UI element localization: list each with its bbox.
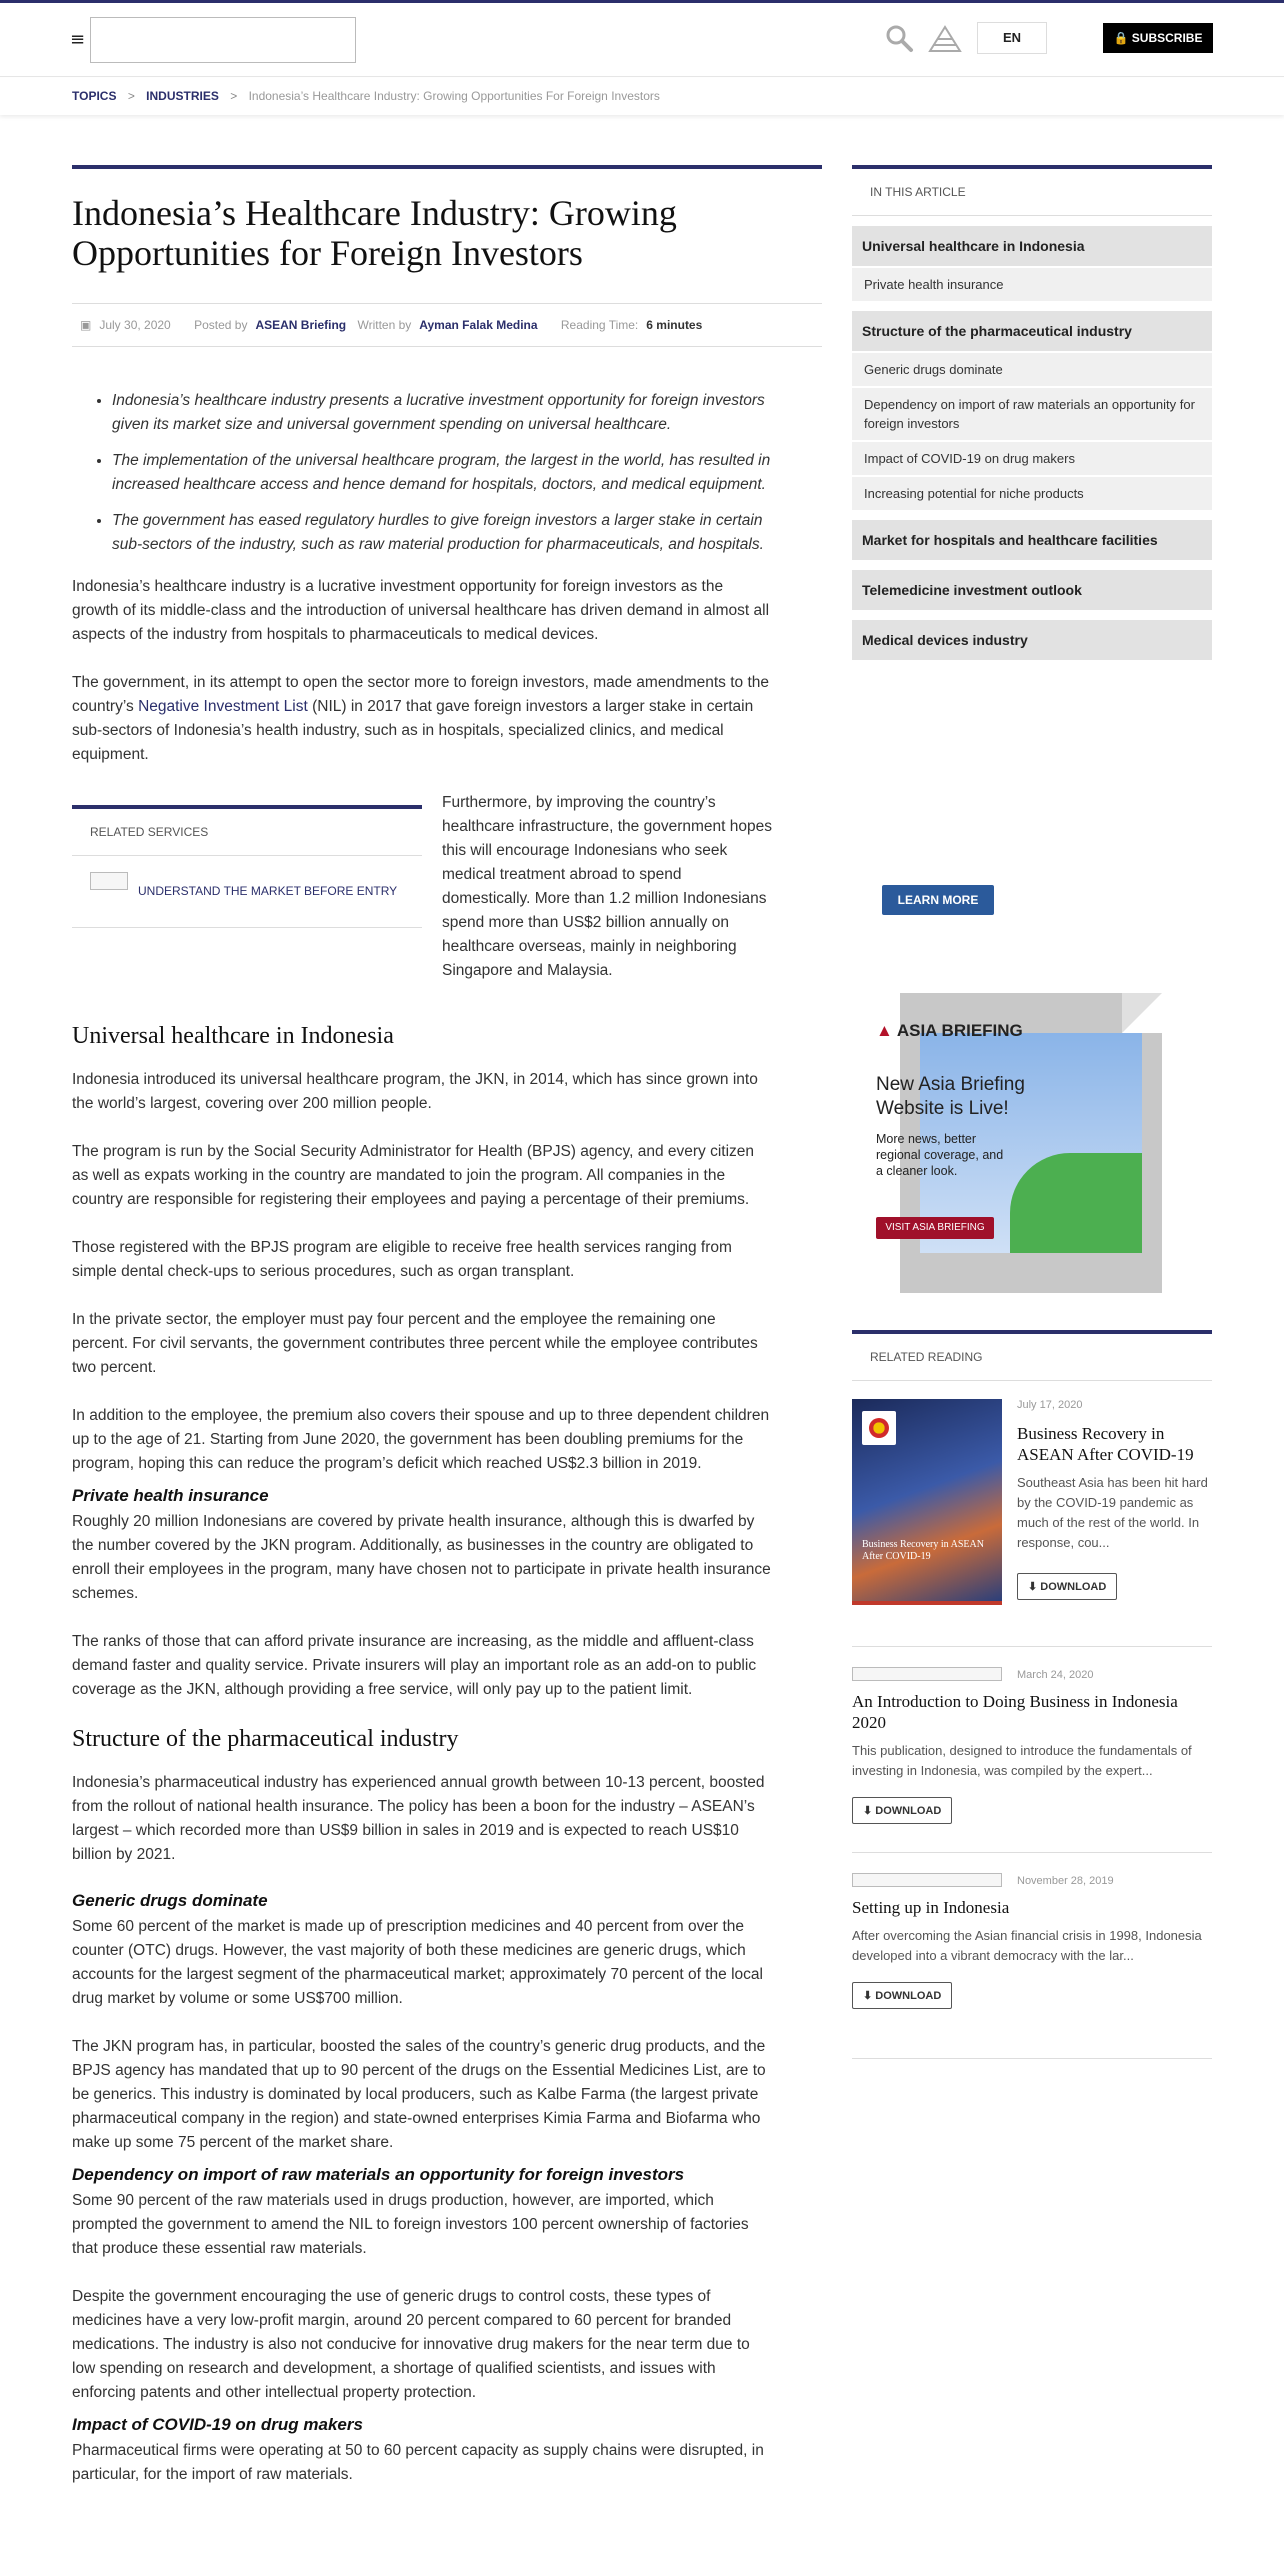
service-link[interactable]: UNDERSTAND THE MARKET BEFORE ENTRY: [138, 884, 398, 898]
paragraph: Those registered with the BPJS program are eligible to receive free health services ranging from simple dental check-ups to serious procedures, such as organ transplant.: [72, 1239, 732, 1280]
subheading-generic: Generic drugs dominate: [72, 1891, 268, 1910]
article-top-rule: [72, 165, 822, 169]
paragraph: The ranks of those that can afford private insurance are increasing, as the middle and affluent-class demand faster and quality service. Private insurers will play an important role as an add-on to public coverage as the JKN, although providing a free service, will only pay up to the patient limit.: [72, 1633, 757, 1698]
related-reading-heading: RELATED READING: [852, 1334, 1212, 1381]
summary-item: • The implementation of the universal healthcare program, the largest in the world, has resulted in increased healthcare access and hence demand for hospitals, doctors, and medical equipment.: [112, 449, 772, 497]
article-meta: [72, 303, 822, 347]
paragraph: Indonesia introduced its universal healthcare program, the JKN, in 2014, which has since grown into the world’s largest, covering over 200 million people.: [72, 1071, 758, 1112]
breadcrumb: [0, 78, 1284, 115]
publication-date: July 17, 2020: [1017, 1399, 1083, 1411]
negative-investment-list-link[interactable]: Negative Investment List: [138, 698, 308, 715]
reading-label: Reading Time:: [560, 318, 639, 332]
paragraph: Indonesia’s healthcare industry is a lucrative investment opportunity for foreign investors as the growth of its middle-class and the introduction of universal healthcare has driven demand in almost all aspects of the industry from hospitals to pharmaceuticals to medical devices.: [72, 578, 770, 643]
service-image: [90, 872, 128, 890]
related-services-block: [72, 791, 822, 991]
toc-subitem[interactable]: Generic drugs dominate: [852, 353, 1212, 386]
page-title: Indonesia’s Healthcare Industry: Growing Opportunities for Foreign Investors: [72, 193, 677, 273]
related-reading-row: [852, 1665, 1212, 1691]
site-logo[interactable]: [90, 17, 356, 63]
publication-thumbnail[interactable]: [852, 1667, 1002, 1681]
asia-briefing-logo-icon: ▲: [876, 1021, 893, 1040]
toc-item[interactable]: Universal healthcare in Indonesia: [852, 226, 1212, 266]
breadcrumb-current: Indonesia’s Healthcare Industry: Growing Opportunities For Foreign Investors: [248, 89, 660, 103]
written-label: Written by: [357, 318, 412, 332]
download-button[interactable]: ⬇ DOWNLOAD: [852, 1982, 952, 2009]
ad-subtitle: More news, better regional coverage, and a cleaner look.: [876, 1132, 1004, 1178]
related-services-heading: RELATED SERVICES: [72, 809, 422, 856]
related-reading-item: [852, 1853, 1212, 2059]
section-heading-universal: Universal healthcare in Indonesia: [72, 1023, 394, 1049]
hamburger-icon[interactable]: ≡: [70, 29, 86, 50]
toc-subitem[interactable]: Private health insurance: [852, 268, 1212, 301]
cover-title: Business Recovery in ASEAN After COVID-19: [862, 1539, 984, 1562]
site-header: [0, 3, 1284, 77]
summary-item: • Indonesia’s healthcare industry presents a lucrative investment opportunity for foreign investors given its market size and universal government spending on universal healthcare.: [112, 389, 772, 437]
paragraph: Some 90 percent of the raw materials used in drugs production, however, are imported, which prompted the government to amend the NIL to foreign investors 100 percent ownership of factories that produce these essential raw materials.: [72, 2192, 749, 2257]
paragraph: In addition to the employee, the premium also covers their spouse and up to three dependent children up to the age of 21. Starting from June 2020, the government has been doubling premiums for the program, hoping this can reduce the program’s deficit which reached US$2.3 billion in 2019.: [72, 1407, 770, 1472]
related-services-box: [72, 805, 422, 928]
subheading-dependency: Dependency on import of raw materials an opportunity for foreign investors: [72, 2165, 685, 2184]
publication-date: November 28, 2019: [1017, 1875, 1114, 1887]
author-link[interactable]: Ayman Falak Medina: [419, 318, 538, 332]
toc-subitem[interactable]: Increasing potential for niche products: [852, 477, 1212, 510]
toc-subitem[interactable]: Dependency on import of raw materials an opportunity for foreign investors: [852, 388, 1212, 440]
language-selector[interactable]: EN: [977, 22, 1047, 54]
toc-heading: IN THIS ARTICLE: [852, 169, 1212, 216]
publication-title[interactable]: Setting up in Indonesia: [852, 1898, 1010, 1917]
breadcrumb-separator: >: [230, 89, 238, 103]
paragraph-text: The government, in its attempt to open the sector more to foreign investors, made amendments to the country’s: [72, 674, 770, 715]
posted-label: Posted by: [194, 318, 248, 332]
paragraph: Indonesia’s pharmaceutical industry has experienced annual growth between 10-13 percent, boosted from the rollout of national health insurance. The policy has been a boon for the industry – ASEAN’s largest – which recorded more than US$9 billion in sales in 2019 and is expected to reach US$10 billion by 2021.: [72, 1774, 765, 1863]
publication-title[interactable]: An Introduction to Doing Business in Indonesia 2020: [852, 1692, 1178, 1732]
publication-title[interactable]: Business Recovery in ASEAN After COVID-19: [1017, 1424, 1194, 1464]
toc-item[interactable]: Medical devices industry: [852, 620, 1212, 660]
table-of-contents: [852, 165, 1212, 662]
paragraph: Despite the government encouraging the use of generic drugs to control costs, these types of medicines have a very low-profit margin, around 20 percent compared to 60 percent for branded medications. The industry is also not conducive for innovative drug makers for the near term due to low spending on research and development, a shortage of qualified scientists, and issues with enforcing patents and other intellectual property protection.: [72, 2288, 750, 2401]
toc-item[interactable]: Structure of the pharmaceutical industry: [852, 311, 1212, 351]
dezshira-pyramid-icon[interactable]: [928, 25, 962, 53]
breadcrumb-topics[interactable]: TOPICS: [72, 89, 117, 103]
subheading-private: Private health insurance: [72, 1486, 269, 1505]
paragraph: [72, 671, 772, 767]
asean-logo-icon: [862, 1411, 896, 1445]
publication-description: This publication, designed to introduce the fundamentals of investing in Indonesia, was compiled by the expert...: [852, 1743, 1192, 1778]
breadcrumb-separator: >: [127, 89, 135, 103]
toc-item[interactable]: Market for hospitals and healthcare facilities: [852, 520, 1212, 560]
paragraph: Some 60 percent of the market is made up of prescription medicines and 40 percent from over the counter (OTC) drugs. However, the vast majority of both these medicines are generic drugs, which accounts for the largest segment of the pharmaceutical market; approximately 70 percent of the local drug market by volume or some US$700 million.: [72, 1918, 763, 2007]
ad-brand: [876, 1021, 1023, 1041]
section-heading-pharma: Structure of the pharmaceutical industry: [72, 1726, 459, 1752]
download-button[interactable]: ⬇ DOWNLOAD: [852, 1797, 952, 1824]
ad-brand-text: ASIA BRIEFING: [896, 1021, 1023, 1040]
placeholder-fold: [1122, 993, 1162, 1033]
article-summary: [72, 389, 772, 557]
learn-more-button[interactable]: LEARN MORE: [882, 885, 994, 915]
related-reading-text: [1017, 1399, 1212, 1600]
posted-by-link[interactable]: ASEAN Briefing: [255, 318, 347, 332]
toc-subitem[interactable]: Impact of COVID-19 on drug makers: [852, 442, 1212, 475]
ad-title: New Asia Briefing Website is Live!: [876, 1074, 1025, 1119]
publication-description: After overcoming the Asian financial crisis in 1998, Indonesia developed into a vibrant democracy with the lar...: [852, 1928, 1202, 1963]
summary-item: • The government has eased regulatory hurdles to give foreign investors a larger stake in certain sub-sectors of the industry, such as raw material production for pharmaceuticals, and hospitals.: [112, 509, 772, 557]
article-main: [72, 165, 822, 2511]
toc-item[interactable]: Telemedicine investment outlook: [852, 570, 1212, 610]
paragraph: The JKN program has, in particular, boosted the sales of the country’s generic drug products, and the BPJS agency has mandated that up to 90 percent of the drugs on the Essential Medicines List, are to be generics. This industry is dominated by local producers, such as Kalbe Farma (the largest private pharmaceutical company in the region) and state-owned enterprises Kimia Farma and Biofarma who make up some 75 percent of the market share.: [72, 2038, 766, 2151]
publication-description: Southeast Asia has been hit hard by the COVID-19 pandemic as much of the rest of the world. In response, cou...: [1017, 1475, 1208, 1550]
paragraph: Roughly 20 million Indonesians are covered by private health insurance, although this is dwarfed by the number covered by the JKN program. Additionally, as businesses in the country are obligated to enroll their employees in the program, many have chosen not to participate in private health insurance schemes.: [72, 1513, 771, 1602]
article-date: July 30, 2020: [99, 318, 171, 332]
asia-briefing-ad[interactable]: [852, 993, 1212, 1293]
paragraph: In the private sector, the employer must pay four percent and the employee the remaining one percent. For civil servants, the government contributes three percent while the employee contributes two percent.: [72, 1311, 758, 1376]
visit-asia-briefing-button[interactable]: VISIT ASIA BRIEFING: [876, 1217, 994, 1239]
related-reading-item: [852, 1647, 1212, 1853]
calendar-icon: ▣: [80, 318, 92, 332]
related-reading-item: [852, 1381, 1212, 1647]
breadcrumb-industries[interactable]: INDUSTRIES: [146, 89, 219, 103]
paragraph: Pharmaceutical firms were operating at 50 to 60 percent capacity as supply chains were disrupted, in particular, for the import of raw materials.: [72, 2442, 764, 2483]
paragraph: Furthermore, by improving the country’s healthcare infrastructure, the government hopes this will encourage Indonesians who seek medical treatment abroad to spend domestically. More than 1.2 million Indonesians spend more than US$2 billion annually on healthcare overseas, mainly in neighboring Singapore and Malaysia.: [442, 794, 772, 979]
subheading-covid: Impact of COVID-19 on drug makers: [72, 2415, 363, 2434]
download-button[interactable]: ⬇ DOWNLOAD: [1017, 1573, 1117, 1600]
search-icon[interactable]: [884, 23, 914, 53]
placeholder-hill: [1010, 1153, 1142, 1253]
related-reading-row: [852, 1871, 1212, 1897]
related-service-item[interactable]: [72, 856, 422, 928]
subscribe-button[interactable]: 🔒 SUBSCRIBE: [1103, 23, 1213, 53]
related-reading: [852, 1330, 1212, 2059]
publication-date: March 24, 2020: [1017, 1669, 1094, 1681]
paragraph: The program is run by the Social Security Administrator for Health (BPJS) agency, and every citizen as well as expats working in the country are mandated to join the program. All companies in the country are responsible for registering their employees and paying a percentage of their premiums.: [72, 1143, 755, 1208]
publication-thumbnail[interactable]: [852, 1873, 1002, 1887]
reading-time: 6 minutes: [646, 318, 703, 332]
paragraph-text: (NIL) in 2017 that gave foreign investors a larger stake in certain sub-sectors of Indonesia’s health industry, such as in hospitals, specialized clinics, and medical equipment.: [72, 698, 754, 763]
publication-cover[interactable]: [852, 1399, 1002, 1605]
